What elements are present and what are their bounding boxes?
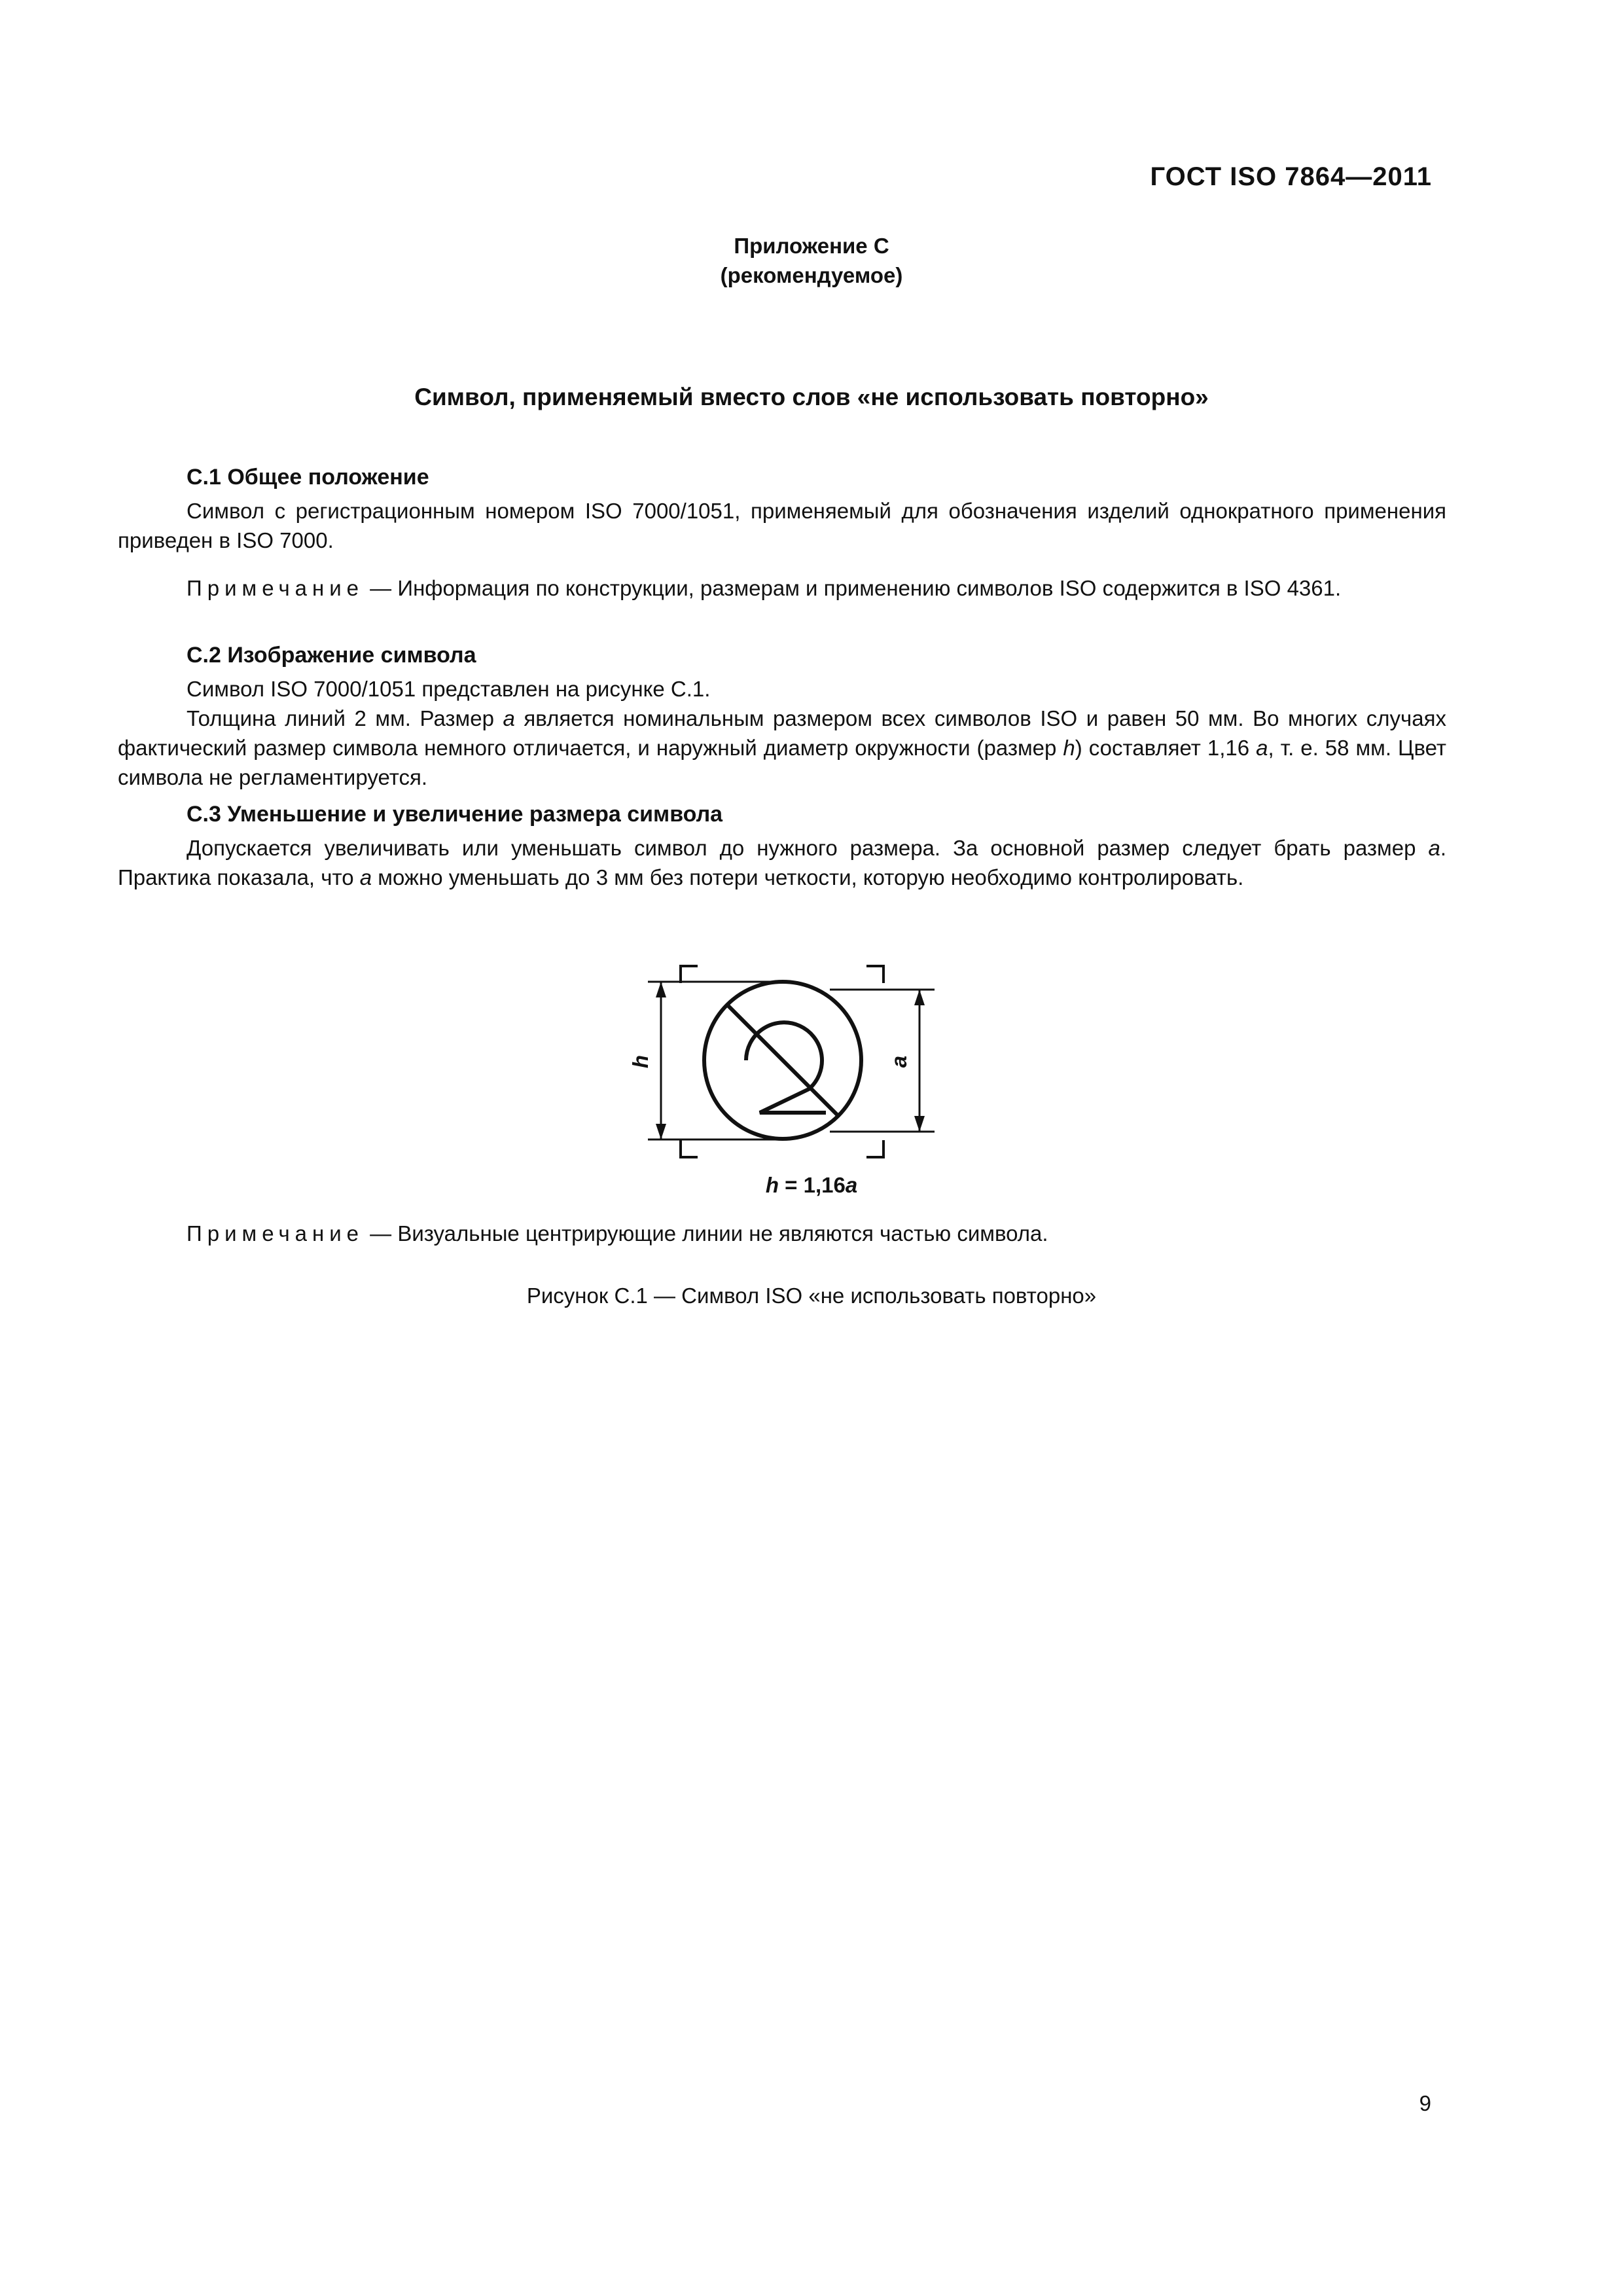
- arrowhead: [914, 990, 925, 1005]
- corner-mark-bottom-left: [681, 1140, 698, 1157]
- corner-mark-bottom-right: [866, 1140, 883, 1157]
- text-run: , т. е. 58 мм. Цвет символа не регламентируется.: [118, 736, 1446, 789]
- paragraph-c2-1: Символ ISO 7000/1051 представлен на рисунке C.1.: [187, 677, 711, 701]
- note-label: Примечание: [187, 1221, 365, 1246]
- section-heading-c3: C.3 Уменьшение и увеличение размера символа: [187, 802, 723, 827]
- figure-note: [187, 1221, 1048, 1246]
- note-text: — Информация по конструкции, размерам и применению символов ISO содержится в ISO 4361.: [364, 576, 1342, 600]
- variable-h: h: [1063, 736, 1075, 760]
- corner-mark-top-left: [681, 966, 698, 983]
- page-number: 9: [1419, 2091, 1431, 2115]
- text-run: . Практика показала, что: [118, 836, 1446, 889]
- variable-a: a: [359, 865, 372, 889]
- section-heading-c2: C.2 Изображение символа: [187, 643, 476, 668]
- document-code: ГОСТ ISO 7864—2011: [1150, 162, 1432, 191]
- paragraph-c1: Символ с регистрационным номером ISO 7000/1051, применяемый для обозначения изделий однократного применения приведен в ISO 7000.: [118, 499, 1446, 552]
- formula-variable-a: a: [845, 1173, 858, 1197]
- annex-status: (рекомендуемое): [720, 263, 903, 287]
- text-run: можно уменьшать до 3 мм без потери четкости, которую необходимо контролировать.: [372, 865, 1244, 889]
- note-text: — Визуальные центрирующие линии не являются частью символа.: [364, 1221, 1048, 1246]
- variable-a: a: [503, 706, 515, 730]
- arrowhead: [656, 1124, 666, 1139]
- dimension-label-h: h: [628, 1054, 652, 1069]
- text-run: Толщина линий 2 мм. Размер: [187, 706, 503, 730]
- arrowhead: [914, 1116, 925, 1132]
- text-run: Допускается увеличивать или уменьшать символ до нужного размера. За основной размер следует брать размер: [187, 836, 1429, 860]
- variable-a: a: [1428, 836, 1440, 860]
- figure-caption: Рисунок C.1 — Символ ISO «не использовать повторно»: [526, 1283, 1097, 1308]
- formula-variable-h: h: [765, 1173, 779, 1197]
- variable-a: a: [1256, 736, 1268, 760]
- formula-text: = 1,16: [778, 1173, 846, 1197]
- corner-mark-top-right: [866, 966, 883, 983]
- section-heading-c1: C.1 Общее положение: [187, 465, 429, 490]
- main-title: Символ, применяемый вместо слов «не использовать повторно»: [414, 384, 1209, 410]
- annex-title: Приложение C: [734, 234, 889, 258]
- note-label: Примечание: [187, 576, 365, 600]
- text-run: является номинальным размером всех символов ISO и равен 50 мм. Во многих случаях фактический размер символа немного отличается, и наружный диаметр окружности (размер: [118, 706, 1446, 760]
- dimension-label-a: a: [887, 1055, 911, 1068]
- formula: [0, 1173, 1623, 1198]
- text-run: ) составляет 1,16: [1075, 736, 1257, 760]
- arrowhead: [656, 982, 666, 997]
